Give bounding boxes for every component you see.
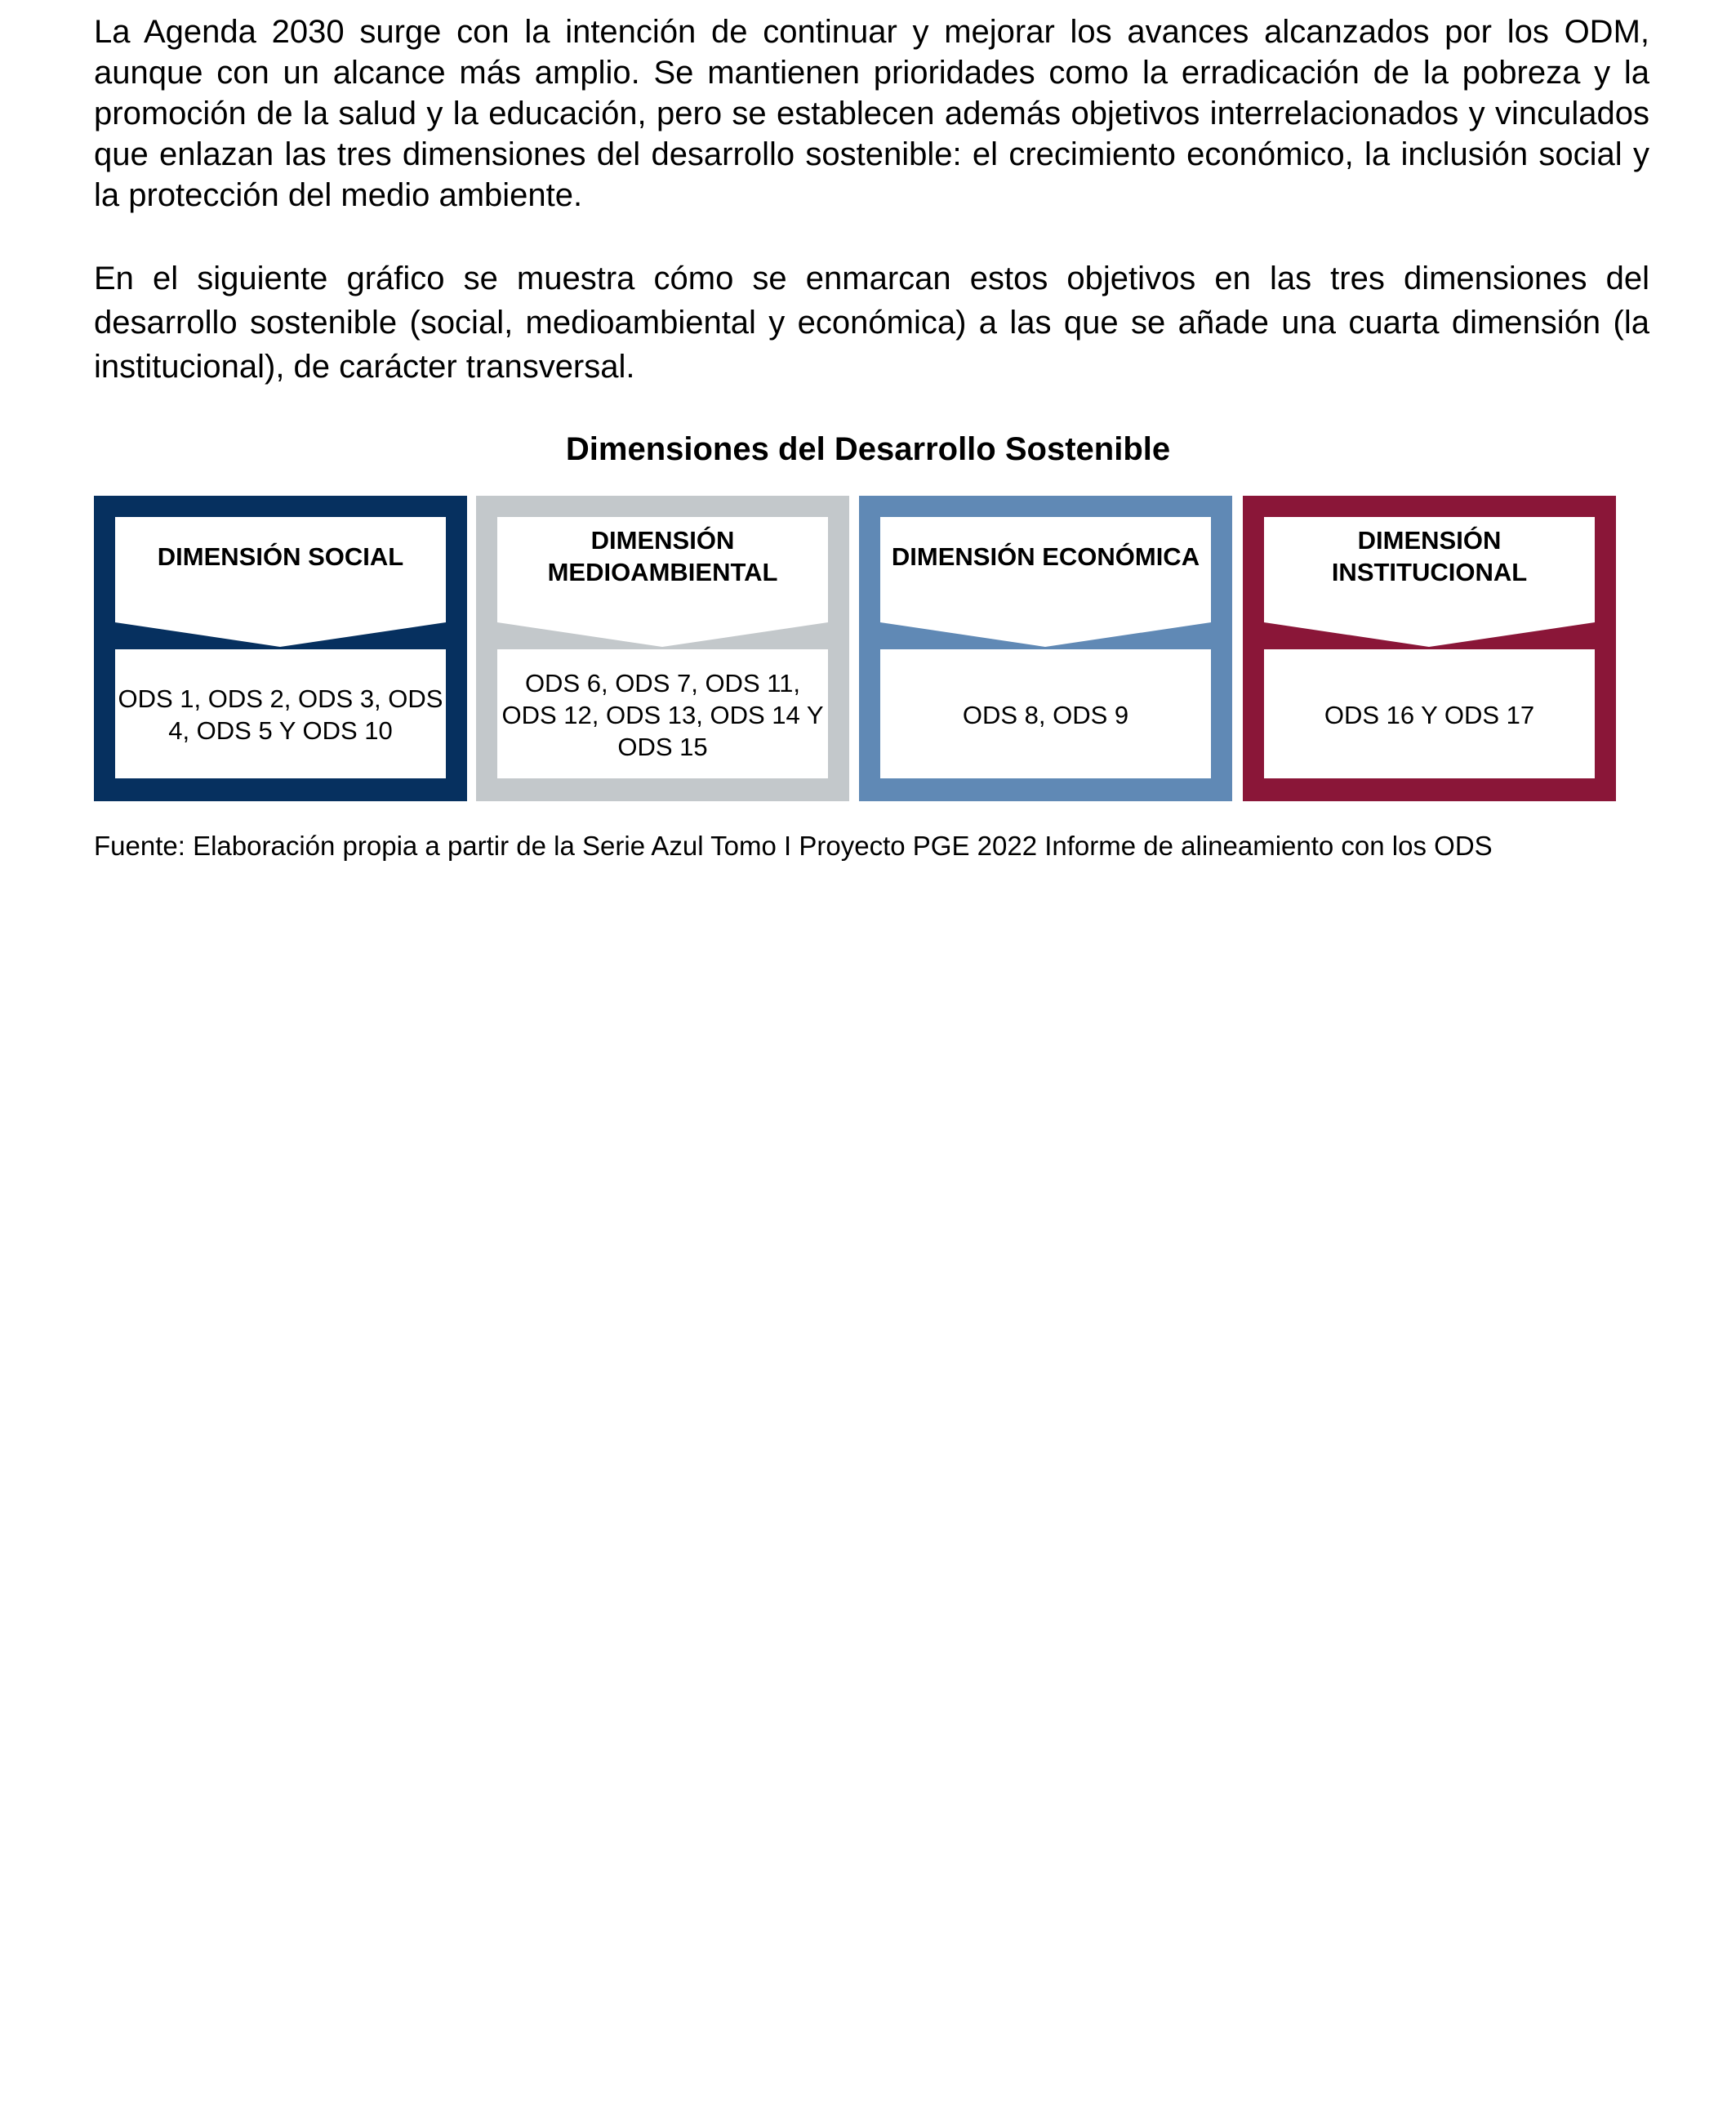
dimension-ods-list: ODS 8, ODS 9 <box>962 700 1129 729</box>
dimension-label: DIMENSIÓN SOCIAL <box>157 542 404 571</box>
figure-title: Dimensiones del Desarrollo Sostenible <box>565 431 1171 467</box>
figure-source-note: Fuente: Elaboración propia a partir de la Serie Azul Tomo I Proyecto PGE 2022 Informe de alineamiento con los ODS <box>94 831 1493 861</box>
dimension-social-box <box>94 496 467 801</box>
dimension-label: DIMENSIÓN ECONÓMICA <box>891 542 1200 571</box>
dimension-label: DIMENSIÓN INSTITUCIONAL <box>1331 526 1528 586</box>
dimension-ods-list: ODS 6, ODS 7, ODS 11, ODS 12, ODS 13, ODS 14 Y ODS 15 <box>501 668 824 761</box>
dimension-ods-list: ODS 16 Y ODS 17 <box>1324 700 1535 729</box>
dimension-institucional-box <box>1243 496 1616 801</box>
dimension-medioambiental-box <box>476 496 849 801</box>
intro-paragraph: La Agenda 2030 surge con la intención de continuar y mejorar los avances alcanzados por los ODM, aunque con un alcance más amplio. Se mantienen prioridades como la erradicación de la pobreza y la promoción de la salud y la educación, pero se establecen además objetivos interrelacionados y vinculados que enlazan las tres dimensiones del desarrollo sostenible: el crecimiento económico, la inclusión social y la protección del medio ambiente. <box>94 14 1649 213</box>
dimension-label: DIMENSIÓN MEDIOAMBIENTAL <box>547 526 778 586</box>
dimension-ods-list: ODS 1, ODS 2, ODS 3, ODS 4, ODS 5 Y ODS 10 <box>118 684 443 745</box>
dimension-economica-box <box>859 496 1232 801</box>
chart-intro-paragraph: En el siguiente gráfico se muestra cómo se enmarcan estos objetivos en las tres dimensiones del desarrollo sostenible (social, medioambiental y económica) a las que se añade una cuarta dimensión (la institucional), de carácter transversal. <box>94 261 1649 385</box>
